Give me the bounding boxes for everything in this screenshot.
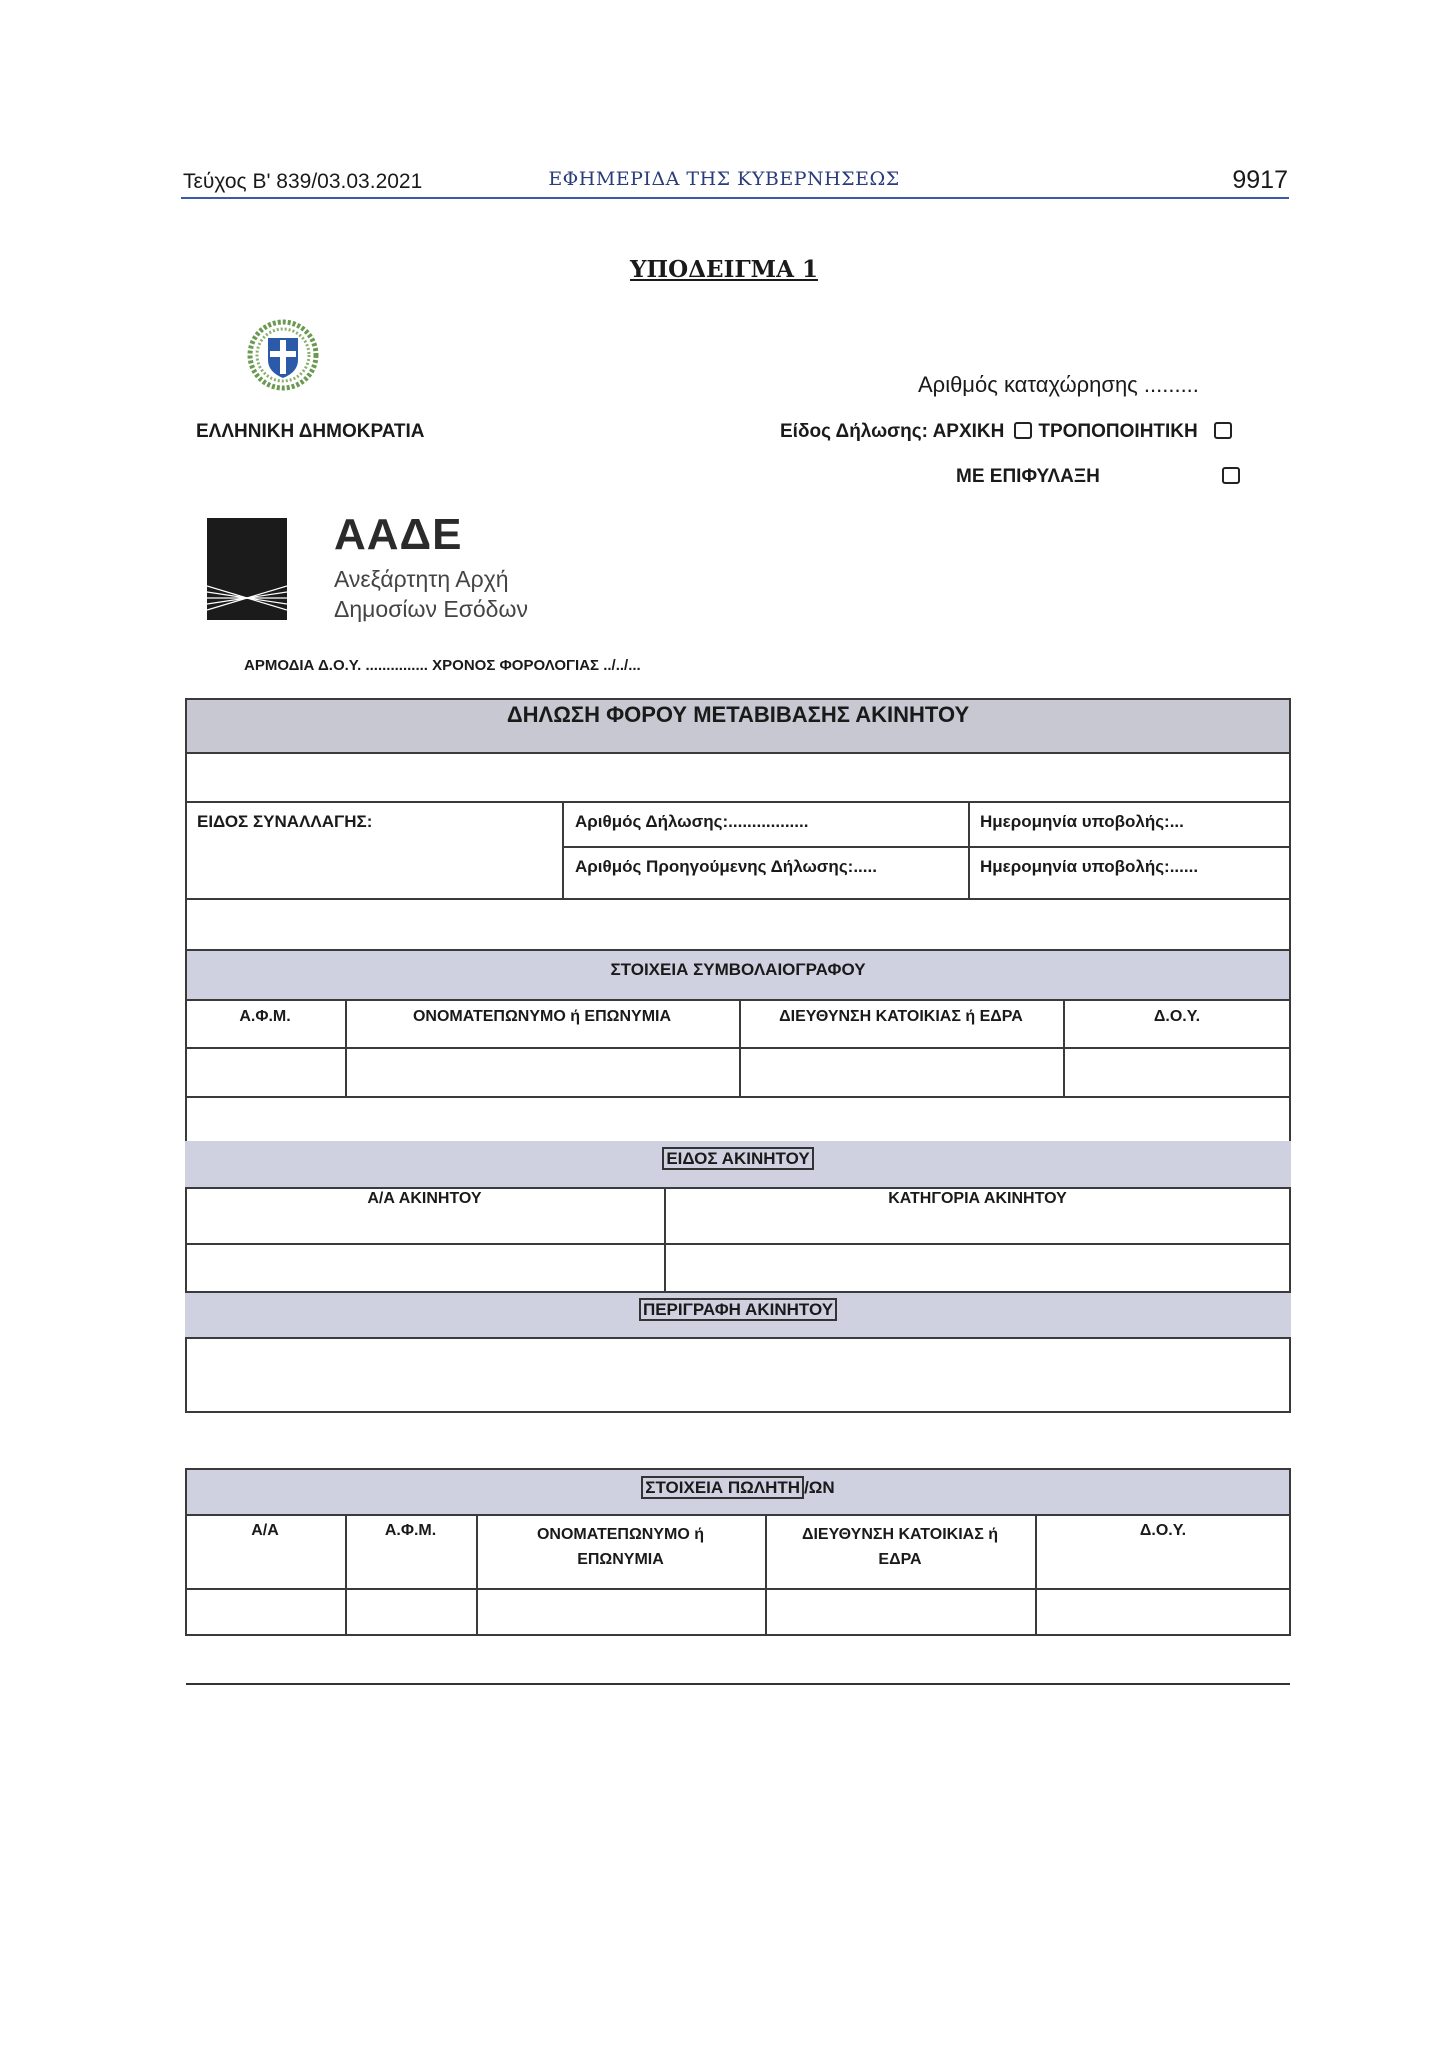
notary-col-doy: Δ.Ο.Υ. [1153, 1008, 1201, 1025]
notary-section-title: ΣΤΟΙΧΕΙΑ ΣΥΜΒΟΛΑΙΟΓΡΑΦΟΥ [610, 960, 866, 979]
initial-checkbox[interactable] [1014, 422, 1032, 439]
property-col-number: Α/Α ΑΚΙΝΗΤΟΥ [367, 1190, 482, 1207]
bottom-rule [186, 1683, 1290, 1685]
reserved-checkbox[interactable] [1222, 467, 1240, 484]
reserved-label: ΜΕ ΕΠΙΦΥΛΑΞΗ [956, 466, 1100, 487]
header-rule [181, 197, 1289, 199]
republic-label: ΕΛΛΗΝΙΚΗ ΔΗΜΟΚΡΑΤΙΑ [196, 421, 425, 442]
seller-title: ΣΤΟΙΧΕΙΑ ΠΩΛΗΤΗ /ΩΝ [185, 1478, 1291, 1498]
seller-data-row[interactable] [187, 1590, 1289, 1634]
amending-label: ΤΡΟΠΟΠΟΙΗΤΙΚΗ [1038, 421, 1198, 442]
declaration-number-field[interactable]: Αριθμός Δήλωσης:................. [575, 812, 809, 831]
property-description-field[interactable] [187, 1339, 1289, 1411]
model-title: ΥΠΟΔΕΙΓΜΑ 1 [630, 256, 818, 283]
greek-emblem-icon [246, 318, 320, 392]
property-col-category: ΚΑΤΗΓΟΡΙΑ ΑΚΙΝΗΤΟΥ [888, 1190, 1067, 1207]
declaration-type-row [780, 421, 1238, 443]
declaration-type-label: Είδος Δήλωσης: ΑΡΧΙΚΗ [780, 421, 1005, 442]
aade-logo-icon [207, 518, 287, 620]
registration-number: Αριθμός καταχώρησης ......... [918, 372, 1199, 397]
declaration-form [185, 698, 1291, 1413]
notary-col-name: ΟΝΟΜΑΤΕΠΩΝΥΜΟ ή ΕΠΩΝΥΜΙΑ [412, 1008, 672, 1025]
previous-declaration-field[interactable]: Αριθμός Προηγούμενης Δήλωσης:..... [575, 857, 877, 876]
amending-checkbox[interactable] [1214, 422, 1232, 439]
seller-col-index: Α/Α [251, 1522, 279, 1539]
aade-subtitle-line1: Ανεξάρτητη Αρχή [334, 566, 509, 592]
seller-form [185, 1468, 1291, 1636]
seller-col-doy: Δ.Ο.Υ. [1139, 1522, 1187, 1539]
aade-subtitle-line2: Δημοσίων Εσόδων [334, 596, 528, 622]
property-type-title: ΕΙΔΟΣ ΑΚΙΝΗΤΟΥ [185, 1149, 1291, 1169]
form-title: ΔΗΛΩΣΗ ΦΟΡΟΥ ΜΕΤΑΒΙΒΑΣΗΣ ΑΚΙΝΗΤΟΥ [506, 702, 970, 727]
seller-col-name: ΟΝΟΜΑΤΕΠΩΝΥΜΟ ή ΕΠΩΝΥΜΙΑ [536, 1526, 705, 1568]
seller-col-address: ΔΙΕΥΘΥΝΣΗ ΚΑΤΟΙΚΙΑΣ ή ΕΔΡΑ [801, 1526, 999, 1568]
submission-date-field-2[interactable]: Ημερομηνία υποβολής:...... [980, 857, 1199, 876]
issue-reference: Τεύχος Β' 839/03.03.2021 [183, 170, 423, 193]
tax-office-row: ΑΡΜΟΔΙΑ Δ.Ο.Υ. ............... ΧΡΟΝΟΣ ΦΟΡΟΛΟΓΙΑΣ ../../... [244, 657, 641, 674]
seller-col-afm: Α.Φ.Μ. [384, 1522, 437, 1539]
submission-date-field-1[interactable]: Ημερομηνία υποβολής:... [980, 812, 1184, 831]
notary-data-row[interactable] [187, 1049, 1289, 1096]
aade-title: ΑΑΔΕ [334, 510, 463, 559]
notary-col-afm: Α.Φ.Μ. [239, 1008, 291, 1025]
transaction-type-label: ΕΙΔΟΣ ΣΥΝΑΛΛΑΓΗΣ: [197, 812, 373, 831]
gazette-title: ΕΦΗΜΕΡΙΔΑ ΤΗΣ ΚΥΒΕΡΝΗΣΕΩΣ [548, 168, 900, 190]
notary-col-address: ΔΙΕΥΘΥΝΣΗ ΚΑΤΟΙΚΙΑΣ ή ΕΔΡΑ [779, 1008, 1023, 1025]
page-number: 9917 [1232, 166, 1288, 194]
property-description-title: ΠΕΡΙΓΡΑΦΗ ΑΚΙΝΗΤΟΥ [185, 1300, 1291, 1320]
